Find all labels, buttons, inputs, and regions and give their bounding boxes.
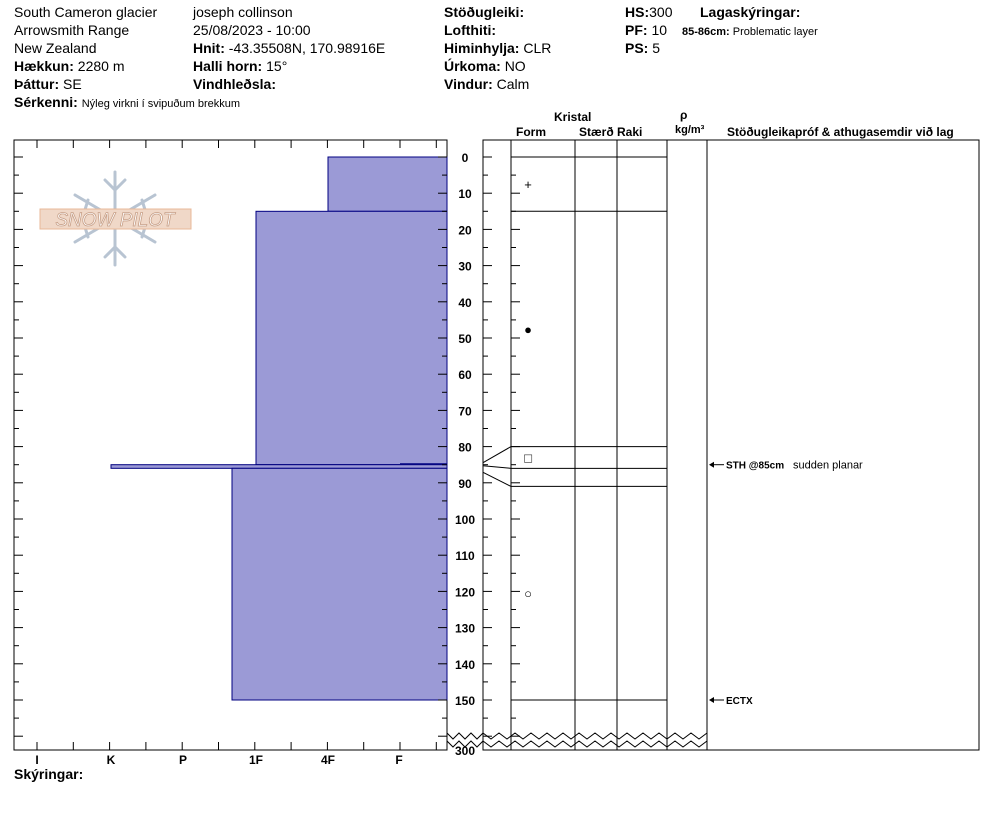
hardness-label-F: F <box>395 753 403 767</box>
pf-value: 10 <box>651 22 668 38</box>
size-header: Stærð <box>579 125 614 139</box>
layer-connector-line <box>483 466 511 469</box>
sky-value: CLR <box>523 40 552 56</box>
test-arrow-head-icon <box>709 697 714 703</box>
slope-value: 15° <box>266 58 288 74</box>
depth-label-300: 300 <box>454 744 476 758</box>
layer-note-depth: 85-86cm: <box>682 26 730 38</box>
elevation-value: 2280 m <box>77 58 125 74</box>
hs-label: HS: <box>625 4 650 20</box>
depth-label-10: 10 <box>458 187 472 202</box>
depth-label-120: 120 <box>454 585 476 600</box>
depth-label-50: 50 <box>458 332 472 346</box>
observation-datetime: 25/08/2023 - 10:00 <box>193 22 311 38</box>
precip-label: Úrkoma: <box>444 58 501 74</box>
observer-name: joseph collinson <box>193 4 293 20</box>
range-name: Arrowsmith Range <box>14 22 130 38</box>
stability-label: Stöðugleiki: <box>444 4 525 20</box>
depth-label-130: 130 <box>454 621 476 636</box>
hs-value: 300 <box>649 4 673 20</box>
hardness-layer-bar-2 <box>111 465 447 469</box>
wind-value: Calm <box>496 76 530 92</box>
form-header: Form <box>516 125 546 139</box>
air-temp-label: Lofthiti: <box>444 22 497 38</box>
depth-label-40: 40 <box>458 295 472 310</box>
depth-label-30: 30 <box>458 259 472 274</box>
ps-value: 5 <box>652 40 661 56</box>
ps-label: PS: <box>625 40 649 56</box>
test-code-0: STH @85cm <box>726 460 785 472</box>
hardness-label-I: I <box>35 753 39 767</box>
aspect-value: SE <box>63 76 82 92</box>
crystal-form-symbol-3: ○ <box>524 586 532 602</box>
depth-label-100: 100 <box>454 513 476 527</box>
hardness-label-K: K <box>106 753 116 767</box>
coords-value: -43.35508N, 170.98916E <box>228 40 386 56</box>
depth-label-140: 140 <box>454 657 476 672</box>
location-name: South Cameron glacier <box>14 4 158 20</box>
hardness-label-P: P <box>178 753 188 767</box>
depth-label-0: 0 <box>461 151 469 165</box>
crystal-header: Kristal <box>554 110 592 124</box>
crystal-form-symbol-1: ● <box>524 321 532 337</box>
logo-text: SNOW PILOT <box>55 210 175 231</box>
crystal-form-symbol-0: + <box>524 177 532 193</box>
layer-notes-label: Lagaskýringar: <box>700 4 801 20</box>
test-code-1: ECTX <box>726 696 753 707</box>
elevation-label: Hækkun: <box>14 58 74 74</box>
crystal-form-symbol-2: □ <box>524 450 532 466</box>
hardness-layer-bar-3 <box>232 468 447 700</box>
coords-label: Hnit: <box>193 40 225 56</box>
layers-table-frame <box>483 140 979 750</box>
depth-label-60: 60 <box>458 368 472 383</box>
depth-label-70: 70 <box>458 404 472 419</box>
hardness-label-4F: 4F <box>320 753 336 767</box>
moisture-header: Raki <box>617 125 643 139</box>
aspect-label: Þáttur: <box>14 76 60 92</box>
hardness-label-1F: 1F <box>248 753 264 767</box>
layer-connector-line <box>483 472 511 486</box>
wind-loading-label: Vindhleðsla: <box>193 76 276 92</box>
features-label: Sérkenni: <box>14 94 78 110</box>
tests-header: Stöðugleikapróf & athugasemdir við lag <box>727 125 954 139</box>
depth-label-90: 90 <box>458 476 472 491</box>
sky-label: Himinhylja: <box>444 40 520 56</box>
test-comment-0: sudden planar <box>793 459 863 472</box>
wind-label: Vindur: <box>444 76 493 92</box>
hardness-layer-bar-0 <box>328 157 447 211</box>
density-rho-header: ρ <box>680 108 688 122</box>
country-name: New Zealand <box>14 40 97 56</box>
depth-label-20: 20 <box>458 223 472 238</box>
footer-notes-label: Skýringar: <box>14 766 84 782</box>
hardness-layer-bar-1 <box>256 211 447 464</box>
test-arrow-head-icon <box>709 462 714 468</box>
depth-label-150: 150 <box>454 694 476 708</box>
layer-connector-line <box>483 447 511 463</box>
axis-break-left <box>447 733 483 739</box>
pf-label: PF: <box>625 22 648 38</box>
layer-note-text: Problematic layer <box>732 26 818 38</box>
precip-value: NO <box>504 58 526 74</box>
slope-label: Halli horn: <box>193 58 263 74</box>
depth-label-80: 80 <box>458 440 472 455</box>
features-value: Nýleg virkni í svipuðum brekkum <box>81 98 241 110</box>
density-unit-header: kg/m³ <box>675 124 705 136</box>
depth-label-110: 110 <box>455 549 475 564</box>
